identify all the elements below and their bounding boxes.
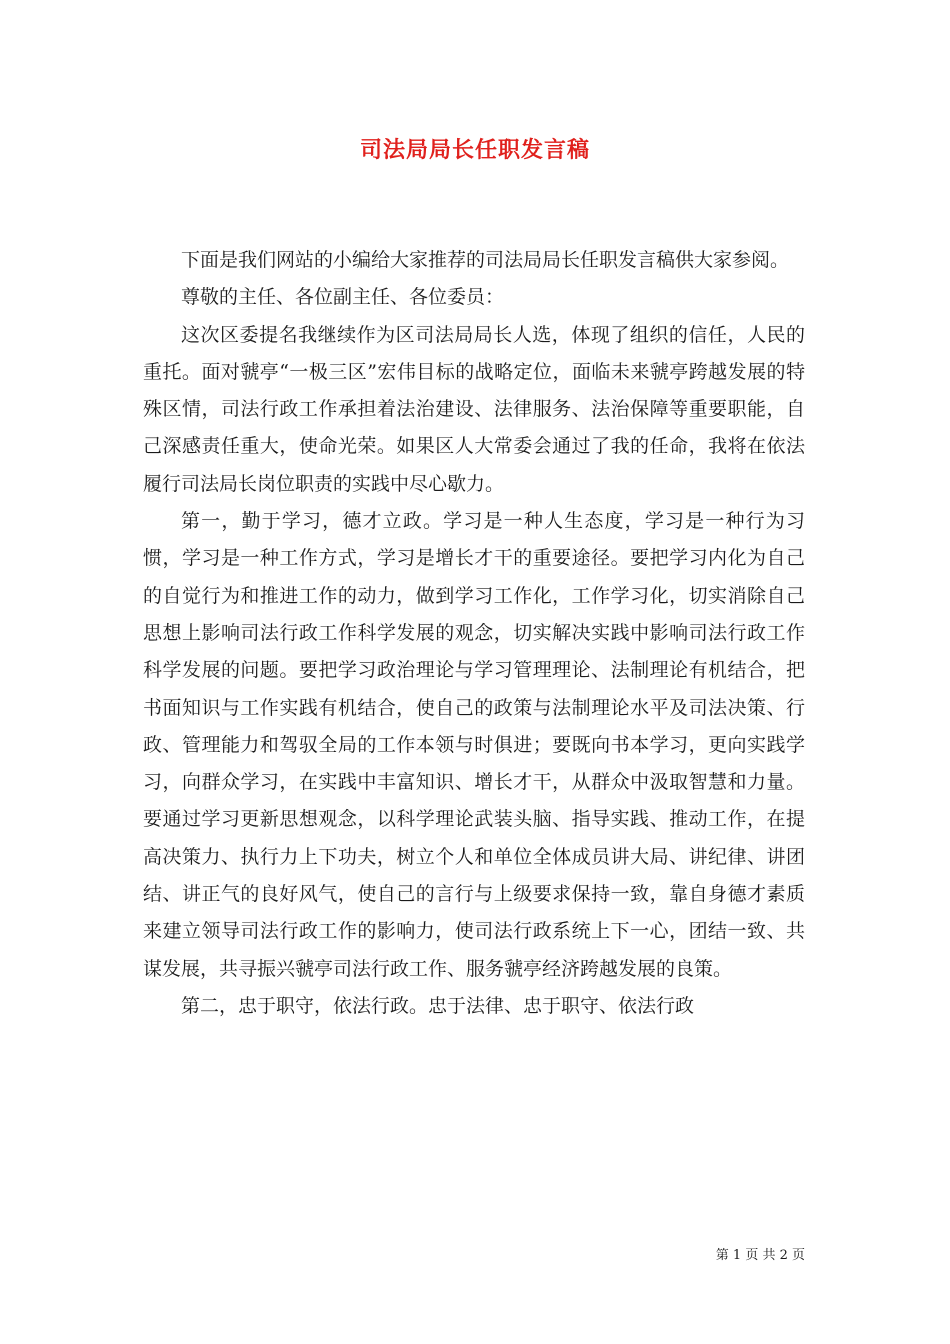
- document-body: [143, 242, 805, 1025]
- paragraph-point-two: 第二，忠于职守，依法行政。忠于法律、忠于职守、依法行政: [181, 994, 695, 1017]
- document-title: 司法局局长任职发言稿: [359, 137, 590, 163]
- paragraph-salutation: 尊敬的主任、各位副主任、各位委员：: [181, 286, 505, 309]
- page-number-footer: 第 1 页 共 2 页: [715, 1248, 805, 1263]
- paragraph-point-one: 第一，勤于学习，德才立政。学习是一种人生态度，学习是一种行为习惯，学习是一种工作方式，学习是增长才干的重要途径。要把学习内化为自己的自觉行为和推进工作的动力，做到学习工作化，工作学习化，切实消除自己思想上影响司法行政工作科学发展的观念，切实解决实践中影响司法行政工作科学发展的问题。要把学习政治理论与学习管理理论、法制理论有机结合，把书面知识与工作实践有机结合，使自己的政策与法制理论水平及司法决策、行政、管理能力和驾驭全局的工作本领与时俱进；要既向书本学习，更向实践学习，向群众学习，在实践中丰富知识、增长才干，从群众中汲取智慧和力量。要通过学习更新思想观念，以科学理论武装头脑、指导实践、推动工作，在提高决策力、执行力上下功夫，树立个人和单位全体成员讲大局、讲纪律、讲团结、讲正气的良好风气，使自己的言行与上级要求保持一致，靠自身德才素质来建立领导司法行政工作的影响力，使司法行政系统上下一心，团结一致、共谋发展，共寻振兴虢亭司法行政工作、服务虢亭经济跨越发展的良策。: [143, 510, 805, 980]
- paragraph-nomination: 这次区委提名我继续作为区司法局局长人选，体现了组织的信任，人民的重托。面对虢亭“一极三区”宏伟目标的战略定位，面临未来虢亭跨越发展的特殊区情，司法行政工作承担着法治建设、法律服务、法治保障等重要职能，自己深感责任重大，使命光荣。如果区人大常委会通过了我的任命，我将在依法履行司法局长岗位职责的实践中尽心歇力。: [143, 323, 805, 495]
- paragraph-intro: 下面是我们网站的小编给大家推荐的司法局局长任职发言稿供大家参阅。: [181, 249, 790, 271]
